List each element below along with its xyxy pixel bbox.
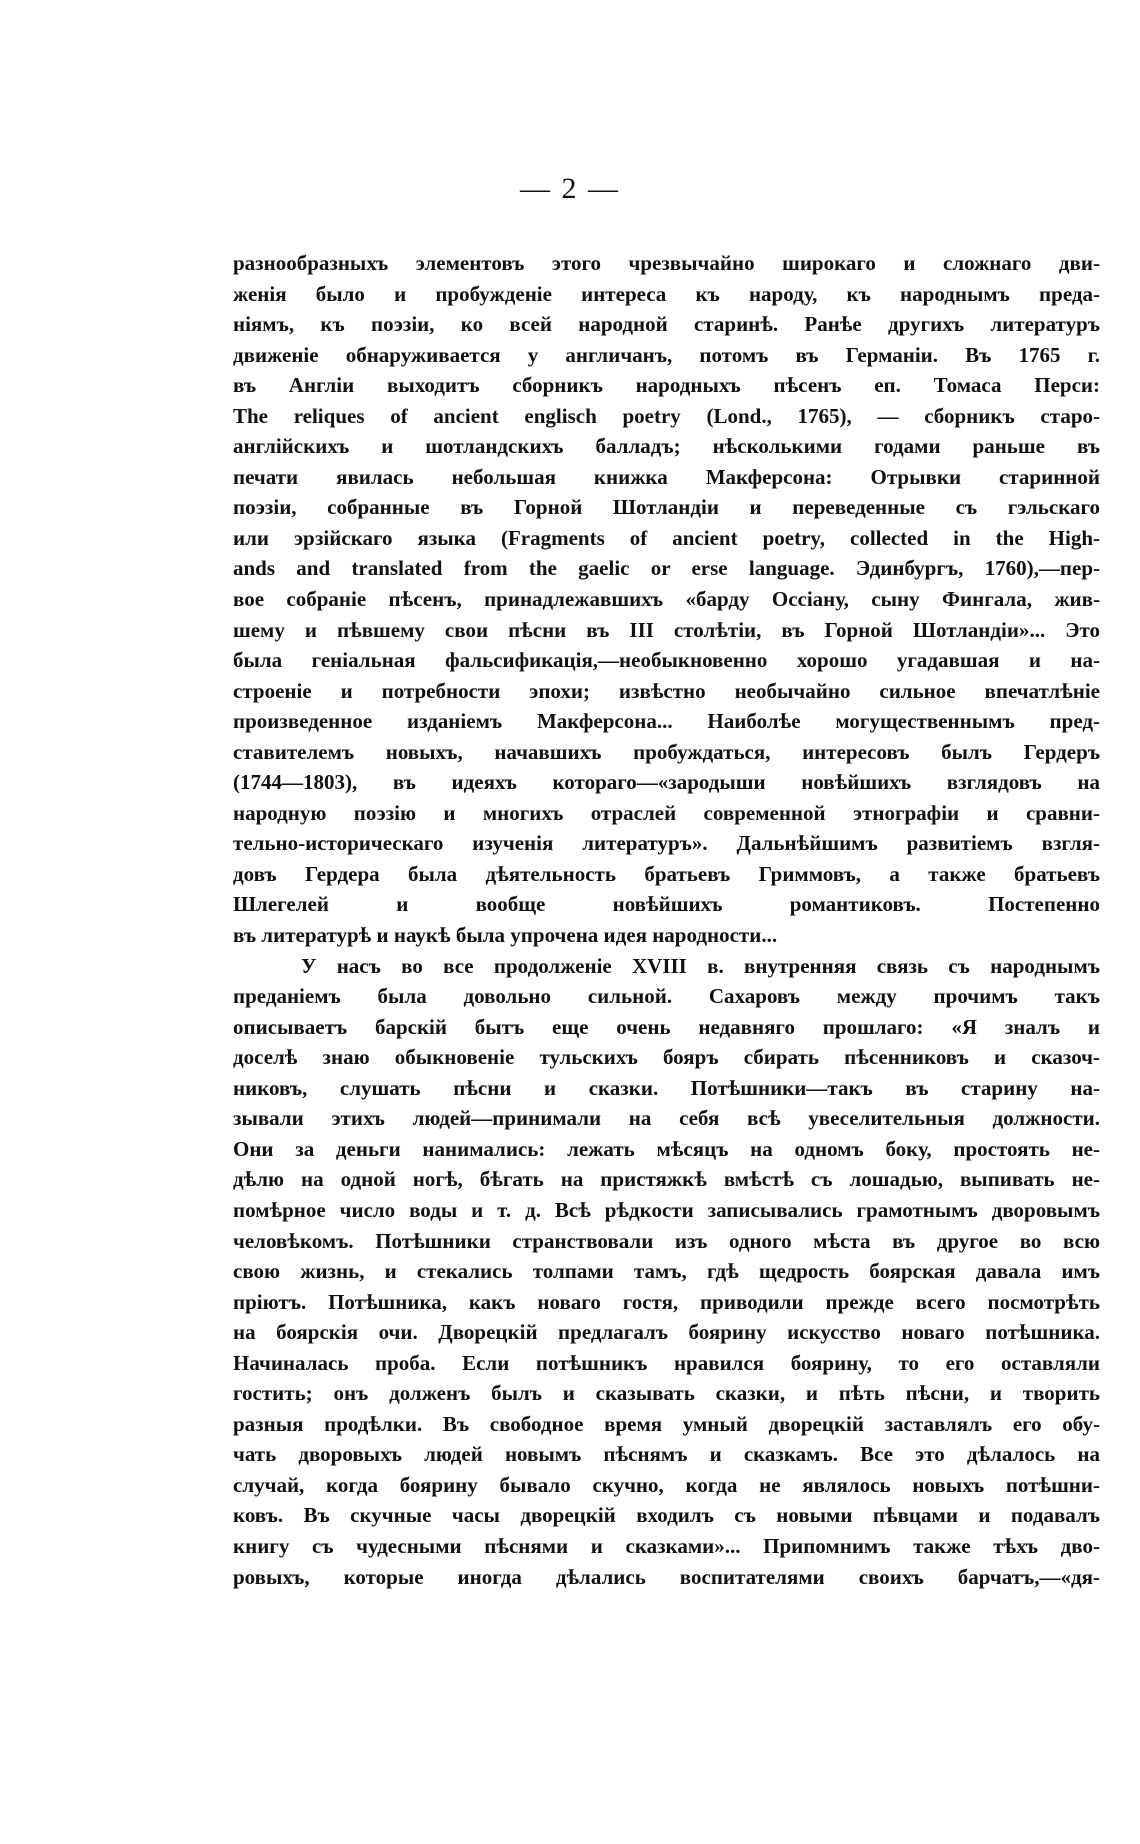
text-line: описываетъ барскій бытъ еще очень недавняго прошлаго: «Я зналъ и: [233, 1014, 1100, 1039]
text-line: зывали этихъ людей—принимали на себя всѣ увеселительныя должности.: [233, 1106, 1100, 1131]
text-line: The reliques of ancient englisch poetry (Lond., 1765), — сборникъ старо-: [233, 403, 1100, 428]
text-line: свою жизнь, и стекались толпами тамъ, гдѣ щедрость боярская давала имъ: [233, 1259, 1100, 1284]
text-line: ковъ. Въ скучные часы дворецкій входилъ съ новыми пѣвцами и подавалъ: [233, 1503, 1100, 1528]
text-line: помѣрное число воды и т. д. Всѣ рѣдкости записывались грамотнымъ дворовымъ: [233, 1197, 1100, 1222]
text-line: произведенное изданіемъ Макферсона... Наиболѣе могущественнымъ пред-: [233, 709, 1100, 734]
text-line: или эрзійскаго языка (Fragments of ancient poetry, collected in the High-: [233, 525, 1100, 550]
text-line: вое собраніе пѣсенъ, принадлежавшихъ «барду Оссіану, сыну Фингала, жив-: [233, 587, 1100, 612]
text-line: ands and translated from the gaelic or erse language. Эдинбургъ, 1760),—пер-: [233, 556, 1100, 581]
text-line: никовъ, слушать пѣсни и сказки. Потѣшники—такъ въ старину на-: [233, 1075, 1100, 1100]
text-line: пріютъ. Потѣшника, какъ новаго гостя, приводили прежде всего посмотрѣть: [233, 1289, 1100, 1314]
text-line: дѣлю на одной ногѣ, бѣгать на пристяжкѣ вмѣстѣ съ лошадью, выпивать не-: [233, 1167, 1100, 1192]
text-line: ровыхъ, которые иногда дѣлались воспитателями своихъ барчатъ,—«дя-: [233, 1564, 1100, 1589]
text-body: [233, 248, 1100, 1592]
text-line: гостить; онъ долженъ былъ и сказывать сказки, и пѣть пѣсни, и творить: [233, 1381, 1100, 1406]
text-line: въ литературѣ и наукѣ была упрочена идея народности...: [233, 923, 778, 948]
text-line: У насъ во все продолженіе XVIII в. внутренняя связь съ народнымъ: [301, 953, 1100, 978]
text-line: ніямъ, къ поэзіи, ко всей народной старинѣ. Ранѣе другихъ литературъ: [233, 312, 1100, 337]
text-line: довъ Гердера была дѣятельность братьевъ Гриммовъ, а также братьевъ: [233, 861, 1100, 886]
text-line: разныя продѣлки. Въ свободное время умный дворецкій заставлялъ его обу-: [233, 1411, 1100, 1436]
text-line: въ Англіи выходитъ сборникъ народныхъ пѣсенъ еп. Томаса Перси:: [233, 373, 1100, 398]
text-line: поэзіи, собранные въ Горной Шотландіи и переведенные съ гэльскаго: [233, 495, 1100, 520]
text-line: доселѣ знаю обыкновеніе тульскихъ бояръ сбирать пѣсенниковъ и сказоч-: [233, 1045, 1100, 1070]
text-line: (1744—1803), въ идеяхъ котораго—«зародыши новѣйшихъ взглядовъ на: [233, 770, 1100, 795]
page-number: — 2 —: [520, 172, 620, 205]
text-line: книгу съ чудесными пѣснями и сказками»... Припомнимъ также тѣхъ дво-: [233, 1533, 1100, 1558]
text-line: шему и пѣвшему свои пѣсни въ III столѣтіи, въ Горной Шотландіи»... Это: [233, 617, 1100, 642]
text-line: на боярскія очи. Дворецкій предлагалъ боярину искусство новаго потѣшника.: [233, 1320, 1100, 1345]
text-line: женія было и пробужденіе интереса къ народу, къ народнымъ преда-: [233, 281, 1100, 306]
text-line: случай, когда боярину бывало скучно, когда не являлось новыхъ потѣшни-: [233, 1472, 1100, 1497]
text-line: тельно-историческаго изученія литературъ». Дальнѣйшимъ развитіемъ взгля-: [233, 831, 1100, 856]
text-line: печати явилась небольшая книжка Макферсона: Отрывки старинной: [233, 464, 1100, 489]
text-line: движеніе обнаруживается у англичанъ, потомъ въ Германіи. Въ 1765 г.: [233, 342, 1100, 367]
text-line: Шлегелей и вообще новѣйшихъ романтиковъ. Постепенно: [233, 892, 1100, 917]
text-line: ставителемъ новыхъ, начавшихъ пробуждаться, интересовъ былъ Гердеръ: [233, 739, 1100, 764]
text-line: разнообразныхъ элементовъ этого чрезвычайно широкаго и сложнаго дви-: [233, 251, 1100, 275]
text-line: народную поэзію и многихъ отраслей современной этнографіи и сравни-: [233, 800, 1100, 825]
text-line: преданіемъ была довольно сильной. Сахаровъ между прочимъ такъ: [233, 984, 1100, 1009]
text-line: чать дворовыхъ людей новымъ пѣснямъ и сказкамъ. Все это дѣлалось на: [233, 1442, 1100, 1467]
text-line: была геніальная фальсификація,—необыкновенно хорошо угадавшая и на-: [233, 648, 1100, 673]
text-line: англійскихъ и шотландскихъ балладъ; нѣсколькими годами раньше въ: [233, 434, 1100, 459]
text-line: Начиналась проба. Если потѣшникъ нравился боярину, то его оставляли: [233, 1350, 1100, 1375]
text-line: человѣкомъ. Потѣшники странствовали изъ одного мѣста въ другое во всю: [233, 1228, 1100, 1253]
text-line: строеніе и потребности эпохи; извѣстно необычайно сильное впечатлѣніе: [233, 678, 1100, 703]
text-line: Они за деньги нанимались: лежать мѣсяцъ на одномъ боку, простоять не-: [233, 1136, 1100, 1161]
